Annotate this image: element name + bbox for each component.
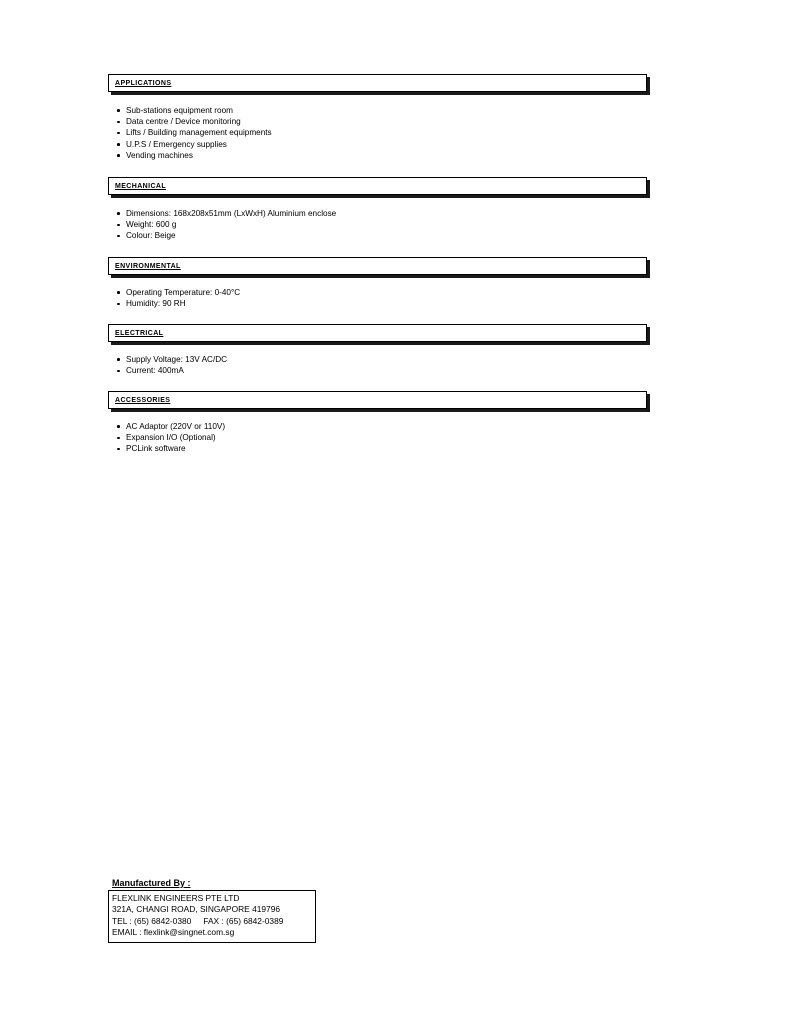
list-item: Weight: 600 g [117,219,336,230]
section-header-mechanical [108,177,647,195]
manufacturer-details-box [108,890,316,943]
list-item: Sub-stations equipment room [117,105,272,116]
section-title-electrical: electrical [115,327,164,338]
manufacturer-contact-line [112,916,312,927]
list-item: PCLink software [117,443,225,454]
list-item: Operating Temperature: 0-40°C [117,287,240,298]
manufacturer-heading: Manufactured By : [112,878,191,888]
section-title-environmental: environmental [115,260,181,271]
list-item: Data centre / Device monitoring [117,116,272,127]
manufacturer-block [108,877,316,943]
section-header-accessories [108,391,647,409]
list-item: Vending machines [117,150,272,161]
section-title-mechanical: mechanical [115,180,167,191]
manufacturer-company: FLEXLINK ENGINEERS PTE LTD [112,893,240,903]
list-item: Supply Voltage: 13V AC/DC [117,354,227,365]
bullet-list-electrical [117,354,227,376]
manufacturer-tel: TEL : (65) 6842-0380 [112,915,192,926]
manufacturer-email: EMAIL : flexlink@singnet.com.sg [112,927,235,938]
section-title-accessories: accessories [115,394,171,405]
list-item: Humidity: 90 RH [117,298,240,309]
section-header-electrical [108,324,647,342]
manufacturer-fax: FAX : (65) 6842-0389 [203,915,284,926]
manufacturer-address: 321A, CHANGI ROAD, SINGAPORE 419796 [112,904,281,915]
list-item: Expansion I/O (Optional) [117,432,225,443]
list-item: U.P.S / Emergency supplies [117,139,272,150]
section-title-applications: applications [115,77,172,88]
list-item: Current: 400mA [117,365,227,376]
bullet-list-applications [117,105,272,161]
bullet-list-mechanical [117,208,336,242]
list-item: Dimensions: 168x208x51mm (LxWxH) Aluminium enclose [117,208,336,219]
section-header-applications [108,74,647,92]
list-item: Colour: Beige [117,230,336,241]
bullet-list-accessories [117,421,225,455]
list-item: Lifts / Building management equipments [117,127,272,138]
section-header-environmental [108,257,647,275]
bullet-list-environmental [117,287,240,309]
list-item: AC Adaptor (220V or 110V) [117,421,225,432]
